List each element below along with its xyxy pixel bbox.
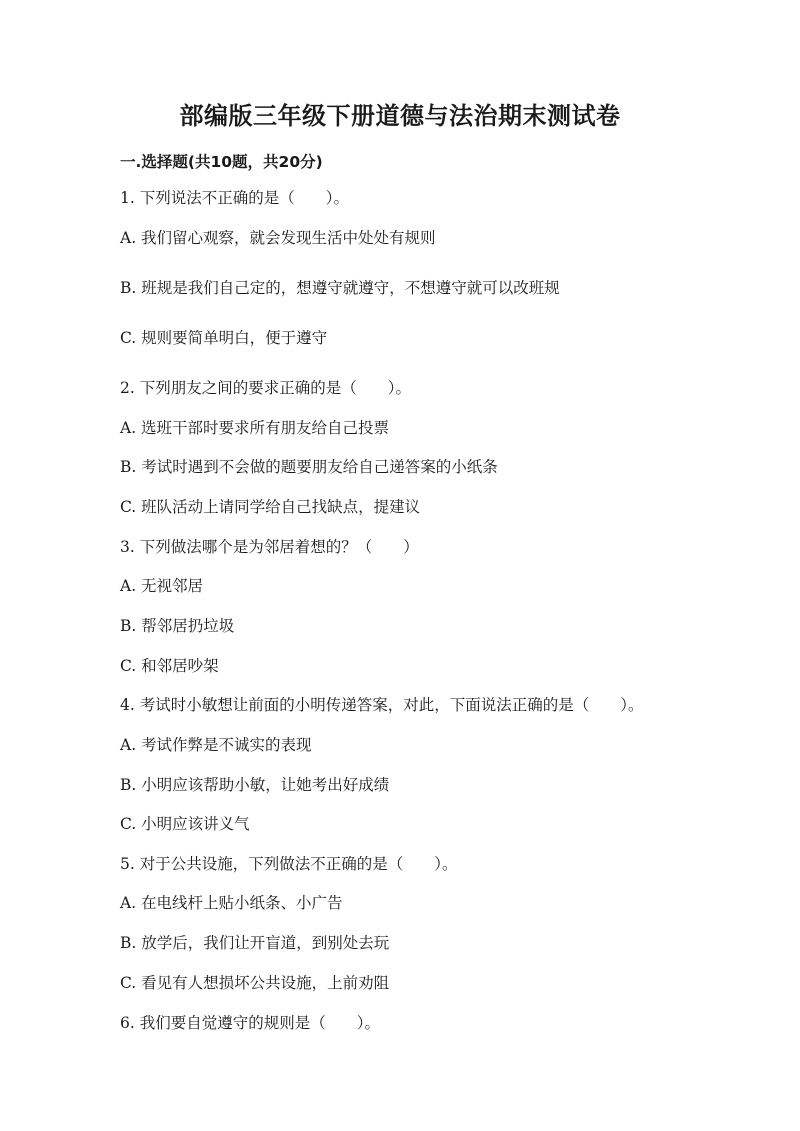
question-stem: 4. 考试时小敏想让前面的小明传递答案，对此，下面说法正确的是（ ）。	[120, 696, 644, 714]
question-option: C. 小明应该讲义气	[120, 815, 250, 833]
question-option: C. 规则要简单明白，便于遵守	[120, 329, 328, 347]
question-option: A. 无视邻居	[120, 577, 204, 595]
document-title: 部编版三年级下册道德与法治期末测试卷	[179, 102, 621, 130]
question-option: C. 班队活动上请同学给自己找缺点，提建议	[120, 498, 421, 516]
question-option: B. 帮邻居扔垃圾	[120, 617, 235, 635]
question-option: B. 放学后，我们让开盲道，到别处去玩	[120, 934, 390, 952]
question-option: C. 和邻居吵架	[120, 657, 219, 675]
question-stem: 5. 对于公共设施，下列做法不正确的是（ ）。	[120, 855, 458, 873]
question-stem: 2. 下列朋友之间的要求正确的是（ ）。	[120, 379, 411, 397]
question-stem: 3. 下列做法哪个是为邻居着想的？（ ）	[120, 538, 419, 556]
section-heading: 一.选择题(共10题，共20分)	[120, 153, 323, 171]
question-option: A. 我们留心观察，就会发现生活中处处有规则	[120, 229, 436, 247]
question-option: B. 小明应该帮助小敏，让她考出好成绩	[120, 776, 390, 794]
question-option: B. 班规是我们自己定的，想遵守就遵守，不想遵守就可以改班规	[120, 279, 560, 297]
question-stem: 1. 下列说法不正确的是（ ）。	[120, 189, 349, 207]
question-option: C. 看见有人想损坏公共设施，上前劝阻	[120, 974, 390, 992]
question-option: A. 在电线杆上贴小纸条、小广告	[120, 894, 343, 912]
question-stem: 6. 我们要自觉遵守的规则是（ ）。	[120, 1014, 380, 1032]
question-option: A. 选班干部时要求所有朋友给自己投票	[120, 419, 390, 437]
question-option: A. 考试作弊是不诚实的表现	[120, 736, 312, 754]
question-option: B. 考试时遇到不会做的题要朋友给自己递答案的小纸条	[120, 458, 498, 476]
